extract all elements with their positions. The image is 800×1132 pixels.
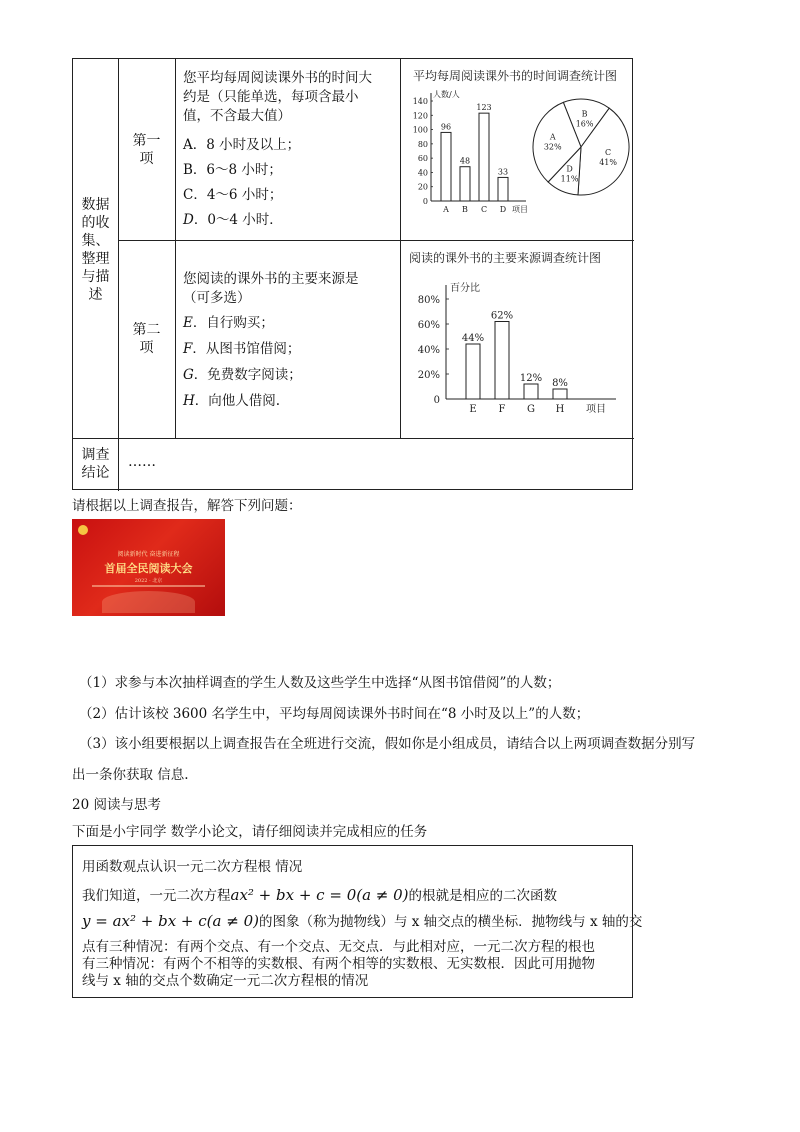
option-b: B．6～8 小时； — [183, 162, 282, 178]
y-tick-label: 40 — [417, 168, 428, 178]
x-tick-label: D — [499, 205, 507, 214]
section-20-intro: 下面是小宇同学 数学小论文，请仔细阅读并完成相应的任务 — [72, 824, 428, 840]
x-tick-label: F — [498, 404, 506, 414]
question-3-continued: 出一条你获取 信息. — [72, 767, 189, 783]
slice-label: C — [605, 147, 612, 157]
option-d: D．0～4 小时． — [183, 212, 283, 228]
slice-label: B — [581, 109, 588, 119]
conclusion-label — [73, 446, 118, 482]
row-label-line: 集、 — [81, 233, 110, 249]
bar — [498, 177, 508, 201]
row-label-data-collection — [73, 196, 118, 304]
emblem-icon — [78, 525, 88, 535]
data-label: 8% — [552, 378, 568, 389]
slice-value-label: 32% — [543, 142, 562, 152]
slice-value-label: 11% — [560, 174, 579, 184]
row-label-line: 的收 — [81, 215, 110, 231]
bar — [479, 113, 489, 201]
item-2-label — [118, 321, 175, 357]
x-tick-label: C — [480, 205, 488, 214]
essay-line-5: 线与 x 轴的交点个数确定一元二次方程根的情况 — [82, 973, 369, 989]
x-tick-label: G — [527, 404, 535, 414]
option-g: G．免费数字阅读； — [183, 367, 302, 383]
question-1: （1）求参与本次抽样调查的学生人数及这些学生中选择“从图书馆借阅”的人数； — [79, 675, 561, 691]
essay-line-2: y = ax² + bx + c(a ≠ 0)的图象（称为抛物线）与 x 轴交点的横坐标．抛物线与 x 轴的交 — [82, 912, 643, 930]
y-tick-label: 60% — [417, 320, 440, 331]
banner-decoration — [92, 585, 205, 587]
reading-conference-banner-image — [72, 519, 225, 616]
section-20-heading: 20 阅读与思考 — [72, 797, 161, 813]
table-divider — [73, 438, 634, 439]
y-tick-label: 0 — [422, 197, 428, 206]
y-tick-label: 20 — [417, 182, 428, 192]
item-label-line: 第一 — [132, 133, 161, 149]
data-label: 62% — [490, 310, 514, 322]
x-tick-label: H — [555, 404, 565, 414]
item-label-line: 第二 — [132, 322, 161, 338]
prompt-line: 请根据以上调查报告，解答下列问题： — [72, 498, 302, 514]
y-tick-label: 80% — [417, 295, 440, 306]
x-axis-label: 项目 — [512, 205, 528, 214]
question-2: （2）估计该校 3600 名学生中，平均每周阅读课外书时间在“8 小时及以上”的人数； — [79, 706, 590, 722]
essay-line-1: 我们知道，一元二次方程ax² + bx + c = 0(a ≠ 0)的根就是相应的二次函数 — [82, 886, 558, 904]
question-1-line: 您平均每周阅读课外书的时间大 — [183, 70, 372, 86]
slice-label: A — [549, 132, 556, 142]
x-tick-label: A — [443, 205, 449, 214]
slice-label: D — [566, 164, 573, 174]
bar — [553, 389, 567, 399]
x-axis-label: 项目 — [586, 404, 606, 414]
essay-line-4: 有三种情况：有两个不相等的实数根、有两个相等的实数根、无实数根．因此可用抛物 — [82, 956, 595, 972]
banner-date: 2022 · 北京 — [134, 578, 163, 584]
table-divider — [118, 59, 119, 438]
table-divider — [118, 240, 634, 241]
conclusion-label-line: 调查 — [81, 447, 110, 463]
question-2-line: 您阅读的课外书的主要来源是 — [183, 271, 359, 287]
y-tick-label: 40% — [417, 345, 440, 356]
option-h: H．向他人借阅. — [183, 393, 281, 409]
row-label-line: 与描 — [81, 269, 110, 285]
y-tick-label: 20% — [417, 370, 440, 381]
y-tick-label: 60 — [417, 154, 428, 164]
data-label: 48 — [459, 156, 471, 166]
option-e: E．自行购买； — [183, 315, 274, 331]
y-axis-label: 人数/人 — [433, 90, 460, 99]
table-divider — [175, 59, 176, 438]
bar — [460, 167, 470, 201]
slice-value-label: 16% — [575, 119, 594, 129]
slice-value-label: 41% — [599, 157, 617, 167]
x-tick-label: B — [462, 205, 468, 214]
conclusion-text: …… — [128, 454, 156, 470]
y-tick-label: 100 — [412, 125, 428, 135]
item-label-line: 项 — [139, 340, 154, 356]
question-3: （3）该小组要根据以上调查报告在全班进行交流，假如你是小组成员，请结合以上两项调查数据分别写 — [79, 736, 696, 752]
y-tick-label: 140 — [412, 97, 428, 106]
question-2-line: （可多选） — [183, 290, 251, 306]
banner-subtitle: 阅读新时代 奋进新征程 — [117, 551, 180, 558]
y-tick-label: 80 — [417, 139, 428, 149]
question-1-line: 约是（只能单选，每项含最小 — [183, 89, 359, 105]
bar — [524, 384, 538, 399]
reading-time-pie-chart — [529, 89, 633, 204]
essay-title: 用函数观点认识一元二次方程根 情况 — [82, 859, 303, 875]
essay-line-3: 点有三种情况：有两个交点、有一个交点、无交点．与此相对应，一元二次方程的根也 — [82, 939, 595, 955]
row-label-line: 述 — [88, 287, 103, 303]
conclusion-label-line: 结论 — [81, 465, 110, 481]
essay-box — [72, 845, 643, 998]
item-label-line: 项 — [139, 151, 154, 167]
data-label: 12% — [519, 373, 543, 384]
y-tick-label: 0 — [433, 395, 440, 406]
reading-source-bar-chart — [401, 264, 631, 414]
item-1-label — [118, 132, 175, 168]
y-tick-label: 120 — [412, 111, 428, 121]
option-c: C．4～6 小时； — [183, 187, 283, 203]
data-label: 123 — [476, 103, 492, 113]
data-label: 44% — [461, 333, 485, 344]
question-1-line: 值，不含最大值） — [183, 108, 291, 124]
chart-3-title: 阅读的课外书的主要来源调查统计图 — [409, 251, 602, 265]
reading-time-bar-chart — [401, 81, 531, 221]
chart-1-title: 平均每周阅读课外书的时间调查统计图 — [413, 69, 618, 83]
question-2-text — [183, 270, 395, 308]
open-book-icon — [102, 591, 195, 613]
banner-title: 首届全民阅读大会 — [104, 562, 193, 575]
row-label-line: 数据 — [81, 197, 110, 213]
data-label: 96 — [440, 122, 452, 132]
row-label-line: 整理 — [81, 251, 110, 267]
option-f: F．从图书馆借阅； — [183, 341, 301, 357]
y-axis-label: 百分比 — [450, 283, 480, 294]
data-label: 33 — [497, 167, 509, 177]
bar — [466, 344, 480, 399]
bar — [495, 322, 509, 400]
bar — [441, 132, 451, 201]
question-1-text — [183, 69, 395, 126]
option-a: A．8 小时及以上； — [183, 137, 301, 153]
table-divider — [118, 438, 119, 491]
x-tick-label: E — [469, 404, 477, 414]
survey-table — [72, 58, 633, 490]
